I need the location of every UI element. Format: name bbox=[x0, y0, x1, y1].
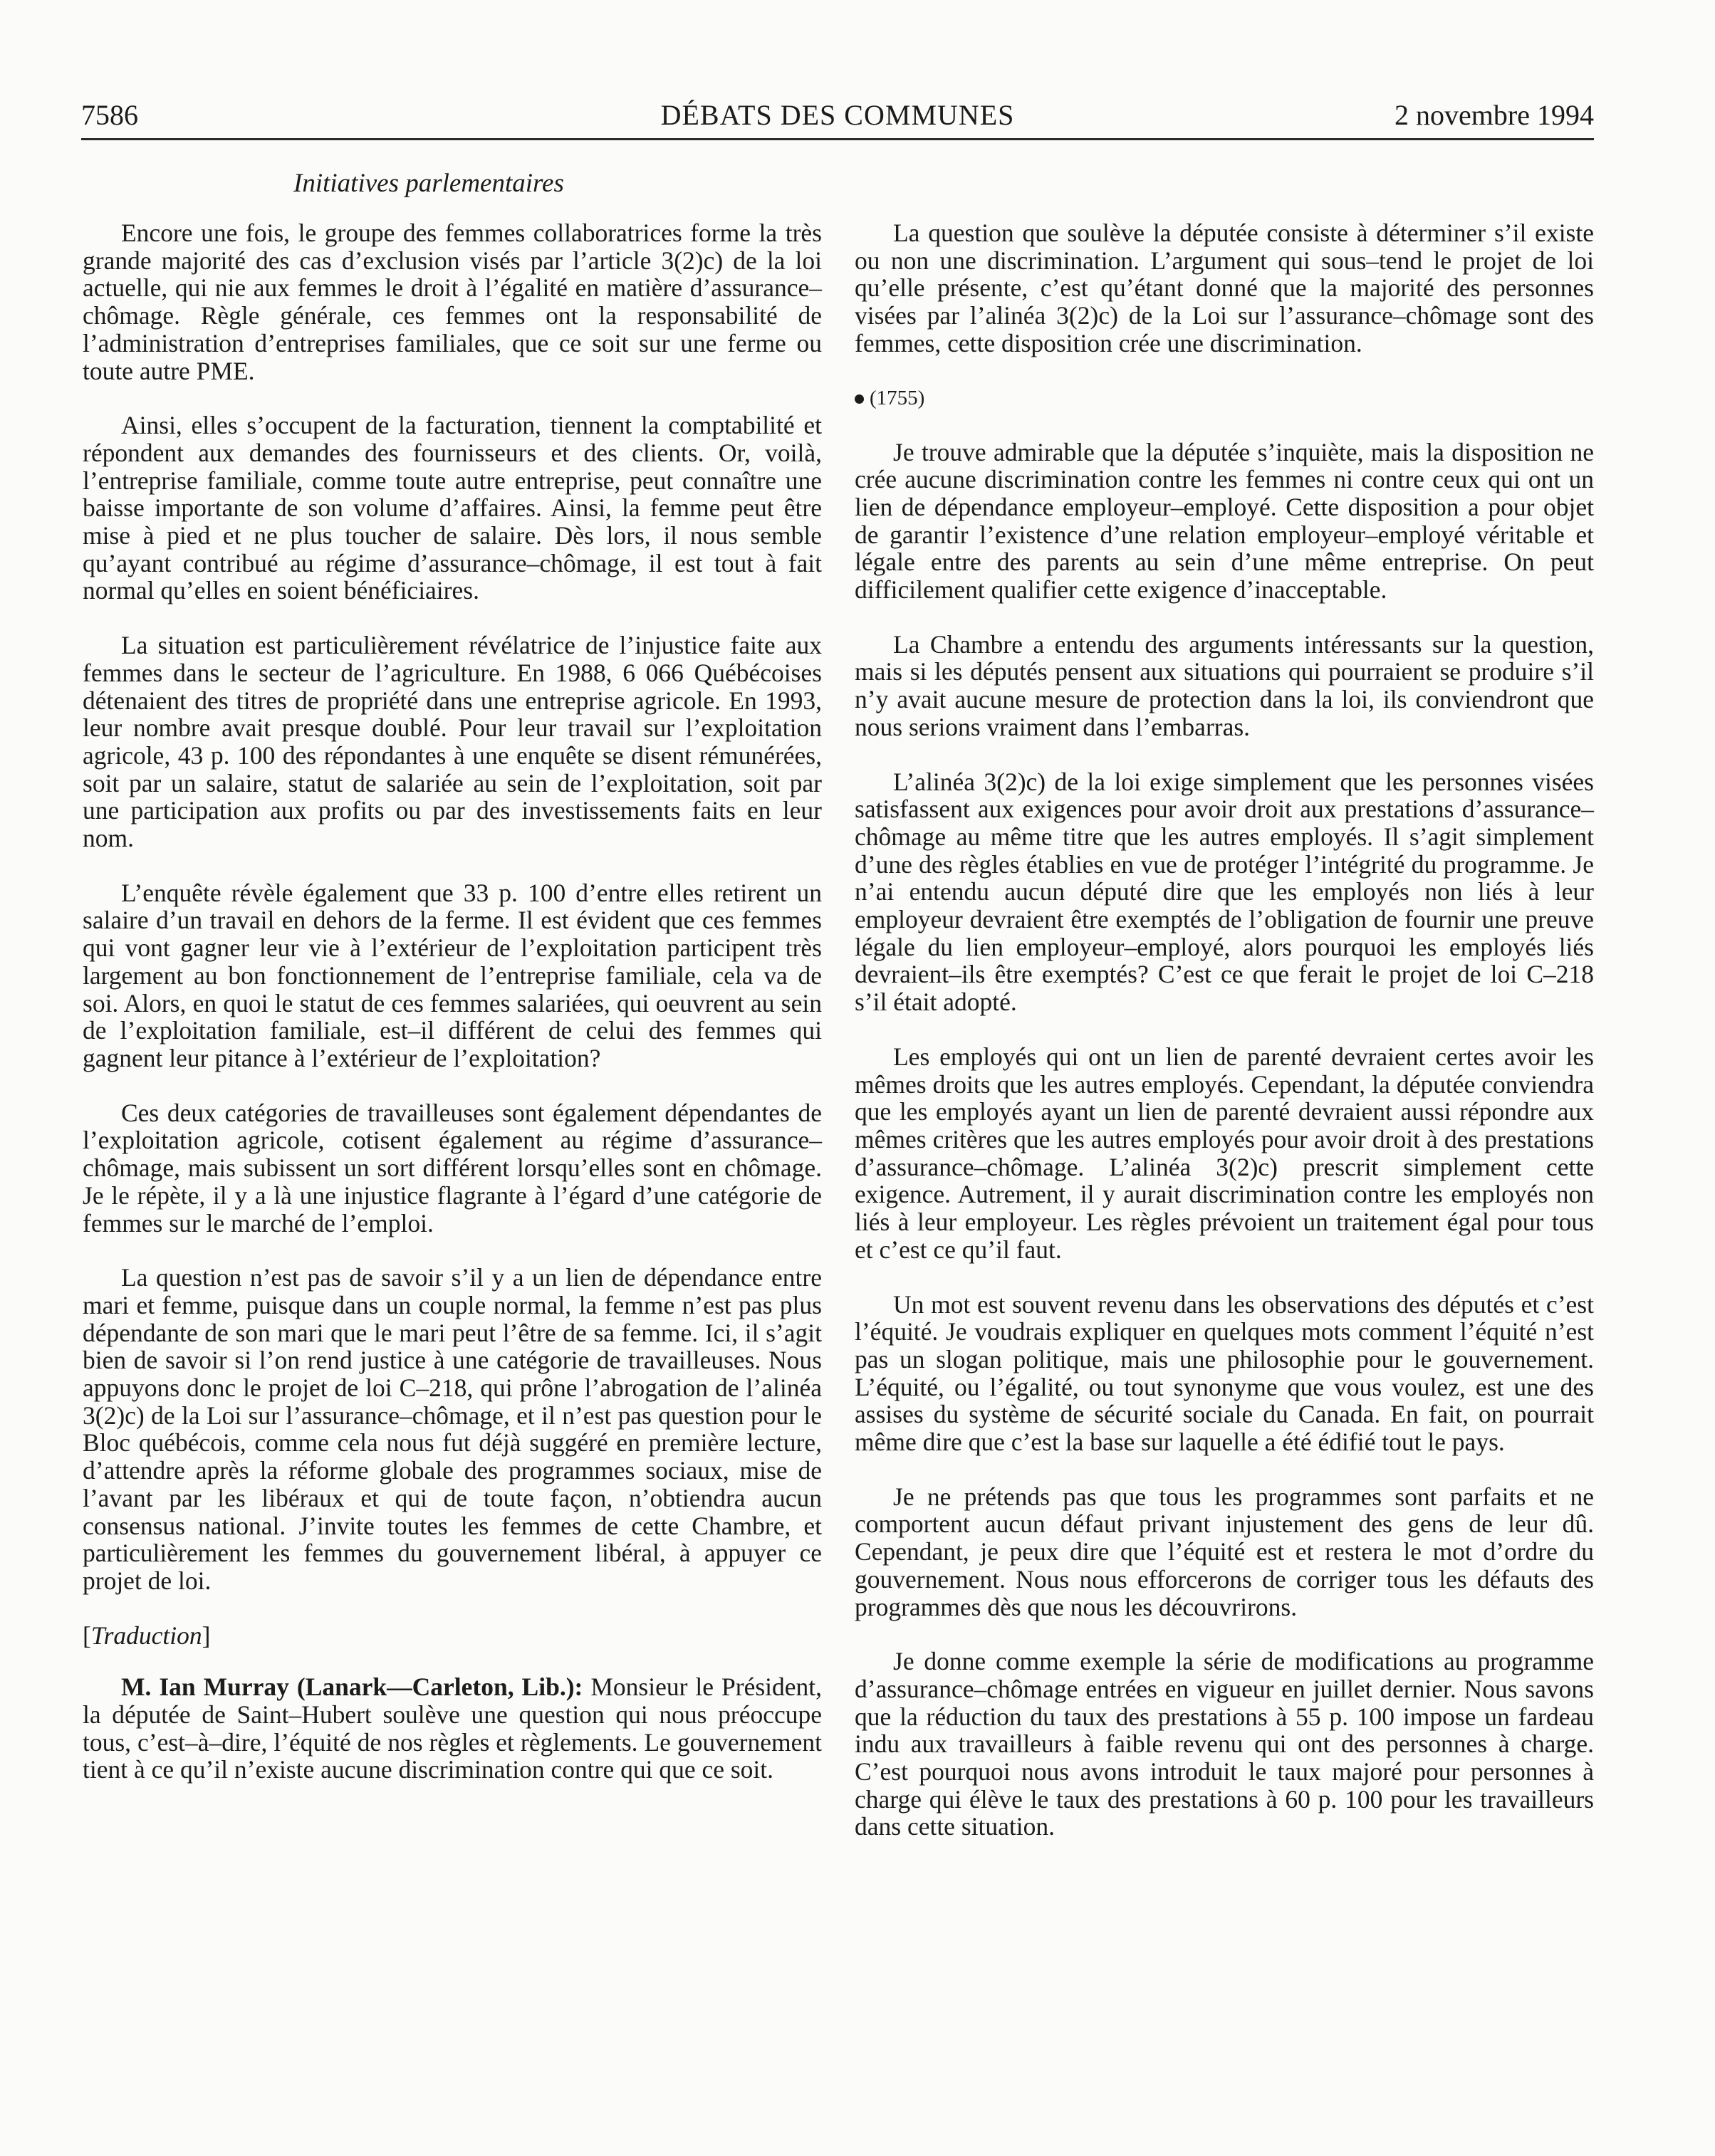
translation-tag: [Traduction] bbox=[83, 1621, 211, 1650]
timestamp-text: (1755) bbox=[870, 386, 925, 409]
page-number: 7586 bbox=[81, 99, 138, 131]
speaker-name: M. Ian Murray (Lanark—Carleton, Lib.): bbox=[121, 1673, 583, 1702]
right-column bbox=[855, 219, 1594, 1868]
intervention-text: Monsieur le Président, la députée de Saint–Hubert soulève une question qui nous préoccupe tous, c’est–à–dire, l’équité de nos règles et règlements. Le gouvernement tient à ce qu’il n’existe aucune discrimination contre qui que ce soit. bbox=[83, 1673, 823, 1784]
paragraph: Ces deux catégories de travailleuses sont également dépendantes de l’exploitation agricole, cotisent également au régime d’assurance–chômage, mais subissent un sort différent lorsqu’elles sont en chômage. Je le répète, il y a là une injustice flagrante à l’égard d’une catégorie de femmes sur le marché de l’emploi. bbox=[83, 1098, 822, 1237]
page-header bbox=[81, 93, 1594, 140]
paragraph: Je ne prétends pas que tous les programmes sont parfaits et ne comportent aucun défaut privant injustement des gens de leur dû. Cependant, je peux dire que l’équité est et restera le mot d’ordre du gouvernement. Nous nous efforcerons de corriger tous les défauts des programmes dès que nous les découvrirons. bbox=[855, 1482, 1594, 1621]
paragraph: L’enquête révèle également que 33 p. 100 d’entre elles retirent un salaire d’un travail en dehors de la ferme. Il est évident que ces femmes qui vont gagner leur vie à l’extérieur de l’exploitation participent très largement au bon fonctionnement de l’entreprise familiale, cela va de soi. Alors, en quoi le statut de ces femmes salariées, qui oeuvrent au sein de l’exploitation familiale, est–il différent de celui des femmes qui gagnent leur pitance à l’extérieur de l’exploitation? bbox=[83, 878, 822, 1072]
paragraph: La situation est particulièrement révélatrice de l’injustice faite aux femmes dans le secteur de l’agriculture. En 1988, 6 066 Québécoises détenaient des titres de propriété dans une entreprise agricole. En 1993, leur nombre avait presque doublé. Pour leur travail sur l’exploitation agricole, 43 p. 100 des répondantes à une enquête se disent rémunérées, soit par un salaire, statut de salariée au sein de l’exploitation, soit par une participation aux profits ou par des investissements faits en leur nom. bbox=[83, 631, 822, 853]
bullet-icon bbox=[855, 394, 864, 404]
publication-title: DÉBATS DES COMMUNES bbox=[660, 99, 1015, 131]
left-column bbox=[83, 219, 822, 1811]
paragraph: La question que soulève la députée consiste à déterminer s’il existe ou non une discrimination. L’argument qui sous–tend le projet de loi qu’elle présente, c’est qu’étant donné que la majorité des personnes visées par l’alinéa 3(2)c) de la Loi sur l’assurance–chômage sont des femmes, cette disposition crée une discrimination. bbox=[855, 219, 1594, 357]
section-title: Initiatives parlementaires bbox=[293, 169, 564, 198]
paragraph: Je donne comme exemple la série de modifications au programme d’assurance–chômage entrées en vigueur en juillet dernier. Nous savons que la réduction du taux des prestations à 55 p. 100 impose un fardeau indu aux travailleurs à faible revenu qui ont des personnes à charge. C’est pourquoi nous avons introduit le taux majoré pour personnes à charge qui élève le taux des prestations à 60 p. 100 pour les travailleurs dans cette situation. bbox=[855, 1647, 1594, 1841]
publication-date: 2 novembre 1994 bbox=[1395, 99, 1594, 131]
paragraph: Je trouve admirable que la députée s’inquiète, mais la disposition ne crée aucune discrimination contre les femmes ni contre ceux qui ont un lien de dépendance employeur–employé. Cette disposition a pour objet de garantir l’existence d’une relation employeur–employé véritable et légale entre des parents au sein d’une même entreprise. On peut difficilement qualifier cette exigence d’inacceptable. bbox=[855, 437, 1594, 605]
paragraph: Ainsi, elles s’occupent de la facturation, tiennent la comptabilité et répondent aux demandes des fournisseurs et des clients. Or, voilà, l’entreprise familiale, comme toute autre entreprise, peut connaître une baisse importante de son volume d’affaires. Ainsi, la femme peut être mise à pied et ne plus toucher de salaire. Dès lors, il nous semble qu’ayant contribué au régime d’assurance–chômage, il est tout à fait normal qu’elles en soient bénéficiaires. bbox=[83, 411, 822, 605]
intervention bbox=[83, 1673, 822, 1784]
timestamp bbox=[855, 384, 1594, 412]
paragraph: Les employés qui ont un lien de parenté devraient certes avoir les mêmes droits que les autres employés. Cependant, la députée conviendra que les employés ayant un lien de parenté devraient aussi répondre aux mêmes critères que les autres employés pour avoir droit à des prestations d’assurance–chômage. L’alinéa 3(2)c) prescrit simplement cette exigence. Autrement, il y aurait discrimination contre les employés non liés à leur employeur. Les règles prévoient un traitement égal pour tous et c’est ce qu’il faut. bbox=[855, 1042, 1594, 1264]
paragraph: L’alinéa 3(2)c) de la loi exige simplement que les personnes visées satisfassent aux exigences pour avoir droit aux prestations d’assurance–chômage au même titre que les autres employés. Il s’agit simplement d’une des règles établies en vue de protéger l’intégrité du programme. Je n’ai entendu aucun député dire que les employés non liés à leur employeur devraient être exemptés de l’obligation de fournir une preuve légale du lien employeur–employé, alors pourquoi les employés liés devraient–ils être exemptés? C’est ce que ferait le projet de loi C–218 s’il était adopté. bbox=[855, 767, 1594, 1017]
paragraph: Encore une fois, le groupe des femmes collaboratrices forme la très grande majorité des cas d’exclusion visés par l’article 3(2)c) de la loi actuelle, qui nie aux femmes le droit à l’égalité en matière d’assurance–chômage. Règle générale, ces femmes ont la responsabilité de l’administration d’entreprises familiales, que ce soit sur une ferme ou toute autre PME. bbox=[83, 219, 822, 385]
paragraph: La question n’est pas de savoir s’il y a un lien de dépendance entre mari et femme, puisque dans un couple normal, la femme n’est pas plus dépendante de son mari que le mari peut l’être de sa femme. Ici, il s’agit bien de savoir si l’on rend justice à une catégorie de travailleuses. Nous appuyons donc le projet de loi C–218, qui prône l’abrogation de l’alinéa 3(2)c) de la Loi sur l’assurance–chômage, et il n’est pas question pour le Bloc québécois, comme cela nous fut déjà suggéré en première lecture, d’attendre après la réforme globale des programmes sociaux, mise de l’avant par les libéraux et qui de toute façon, n’obtiendra aucun consensus national. J’invite toutes les femmes de cette Chambre, et particulièrement les femmes du gouvernement libéral, à appuyer ce projet de loi. bbox=[83, 1263, 822, 1595]
paragraph: La Chambre a entendu des arguments intéressants sur la question, mais si les députés pensent aux situations qui pourraient se produire s’il n’y avait aucune mesure de protection dans la loi, ils conviendront que nous serions vraiment dans l’embarras. bbox=[855, 629, 1594, 741]
paragraph: Un mot est souvent revenu dans les observations des députés et c’est l’équité. Je voudrais expliquer en quelques mots comment l’équité n’est pas un slogan politique, mais une philosophie pour le gouvernement. L’équité, ou l’égalité, ou tout synonyme que vous voulez, est une des assises du système de sécurité sociale du Canada. En fait, on pourrait même dire que c’est la base sur laquelle a été édifié tout le pays. bbox=[855, 1289, 1594, 1457]
translation-label: Traduction bbox=[90, 1621, 202, 1650]
